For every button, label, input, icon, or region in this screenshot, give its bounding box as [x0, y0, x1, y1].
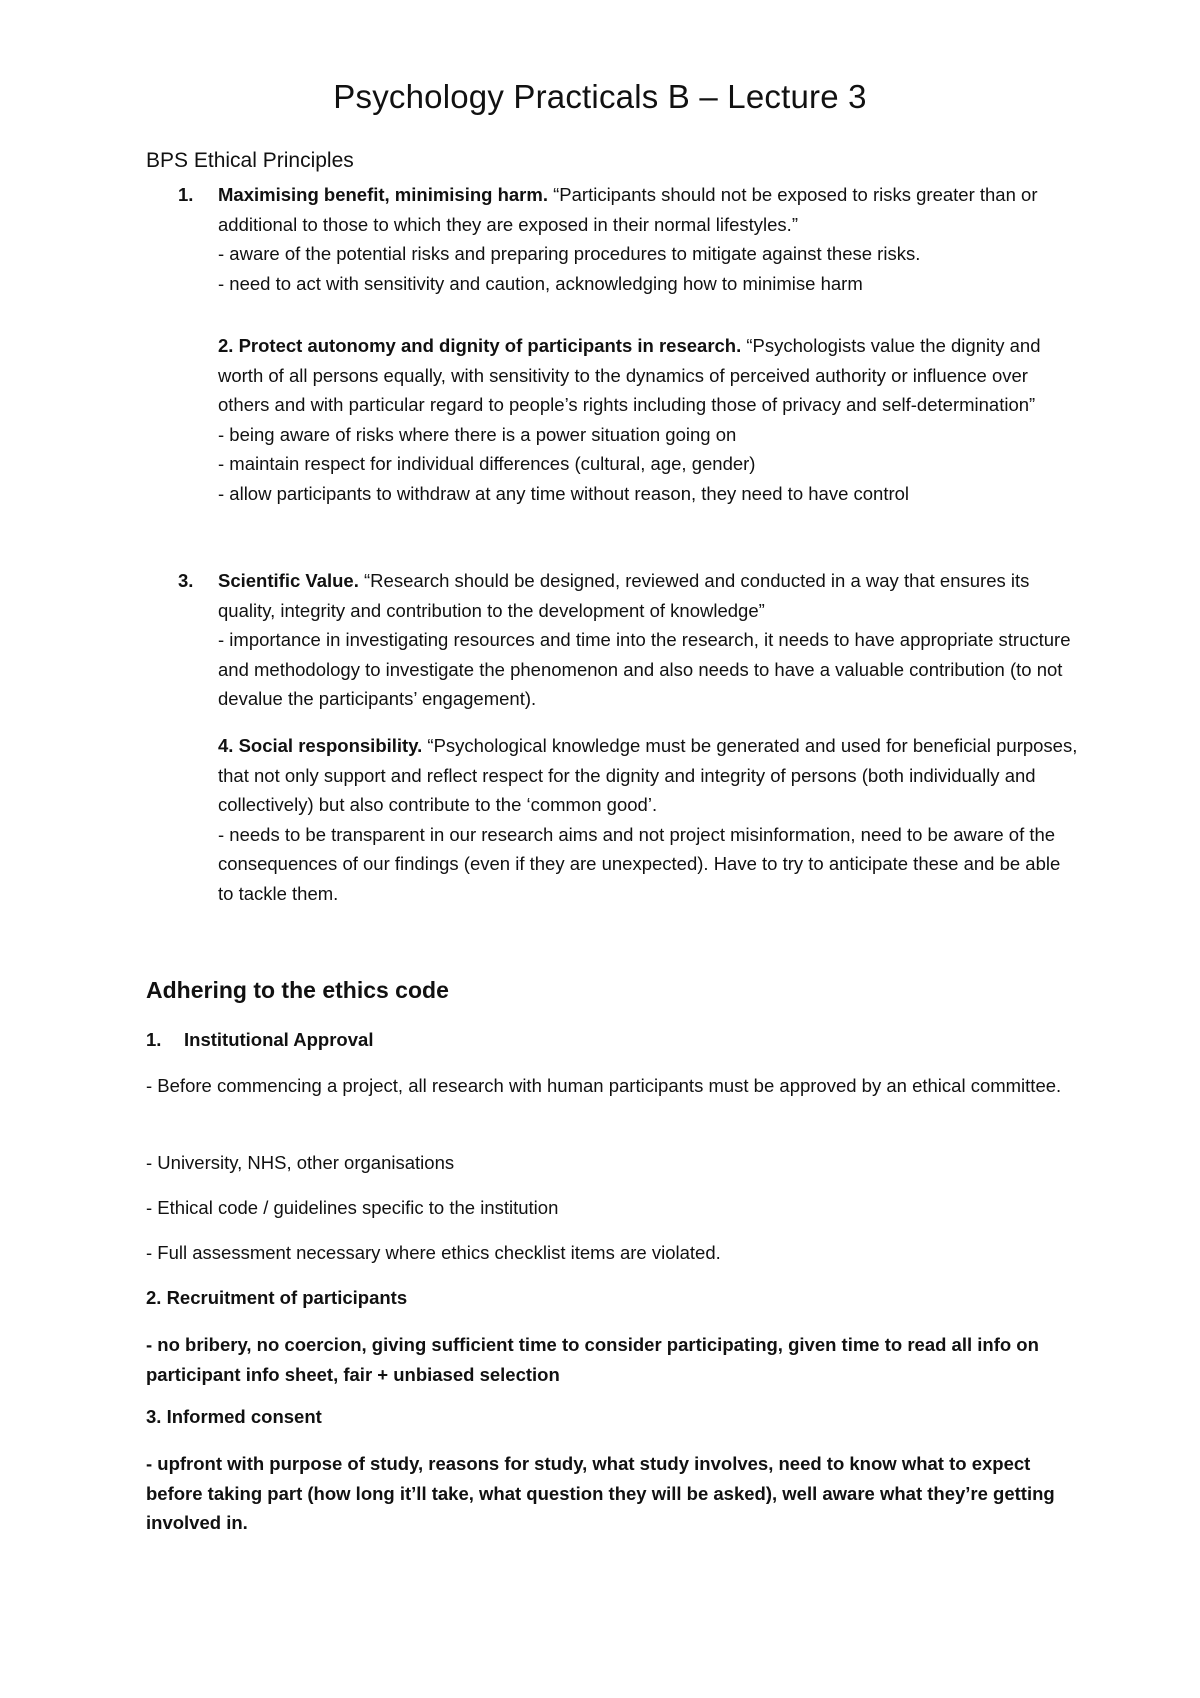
institutional-paragraph: - Full assessment necessary where ethics checklist items are violated. [146, 1242, 721, 1263]
section-subtitle: BPS Ethical Principles [146, 149, 354, 172]
principle-number: 4. [218, 735, 234, 756]
principle-item [178, 180, 1078, 298]
principle-bullet: - allow participants to withdraw at any time without reason, they need to have control [218, 482, 910, 504]
institutional-approval-title: Institutional Approval [184, 1029, 374, 1050]
institutional-paragraph: - University, NHS, other organisations [146, 1152, 455, 1173]
principle-bullet: - need to act with sensitivity and caution, acknowledging how to minimise harm [218, 272, 863, 294]
institutional-paragraph: - Ethical code / guidelines specific to the institution [146, 1197, 559, 1218]
principle-number: 1. [178, 184, 194, 205]
principle-number: 2. [218, 335, 234, 356]
principle-bullet: - maintain respect for individual differences (cultural, age, gender) [218, 453, 756, 474]
informed-consent-text: - upfront with purpose of study, reasons for study, what study involves, need to know what to expect before taking part (how long it’ll take, what question they will be asked), well aware what they’re getting involved in. [146, 1453, 1055, 1533]
principle-item [178, 566, 1078, 714]
institutional-approval-heading [146, 1029, 373, 1051]
informed-consent-heading: 3. Informed consent [146, 1406, 322, 1427]
principle-quote: “Psychological knowledge must be generated and used for beneficial purposes, that not only support and reflect respect for the dignity and integrity of persons (both individually and collectively) but also contribute to the ‘common good’. [218, 735, 1078, 815]
principle-bullet: - aware of the potential risks and preparing procedures to mitigate against these risks. [218, 243, 921, 264]
ethics-code-heading: Adhering to the ethics code [146, 977, 449, 1003]
principle-quote: “Participants should not be exposed to risks greater than or additional to those to which they are exposed in their normal lifestyles.” [218, 184, 1038, 235]
principle-item [218, 331, 1078, 508]
document-title: Psychology Practicals B – Lecture 3 [333, 78, 867, 115]
principle-heading: Social responsibility. [238, 735, 423, 756]
principle-heading: Scientific Value. [218, 570, 359, 591]
institutional-approval-number: 1. [146, 1029, 162, 1050]
principle-bullet: - needs to be transparent in our research aims and not project misinformation, need to be aware of the consequences of our findings (even if they are unexpected). Have to try to anticipate these and be able to tackle them. [218, 823, 1061, 904]
principle-item [218, 731, 1078, 908]
principle-bullet: - importance in investigating resources and time into the research, it needs to have appropriate structure and methodology to investigate the phenomenon and also needs to have a valuable contribution (to not devalue the participants’ engagement). [218, 629, 1071, 709]
recruitment-text: - no bribery, no coercion, giving sufficient time to consider participating, given time to read all info on participant info sheet, fair + unbiased selection [146, 1334, 1039, 1385]
institutional-paragraph: - Before commencing a project, all research with human participants must be approved by an ethical committee. [146, 1075, 1062, 1096]
principle-bullet: - being aware of risks where there is a power situation going on [218, 423, 737, 445]
principle-quote: “Research should be designed, reviewed and conducted in a way that ensures its quality, integrity and contribution to the development of knowledge” [218, 570, 1030, 621]
principle-heading: Maximising benefit, minimising harm. [218, 184, 548, 205]
principle-heading: Protect autonomy and dignity of participants in research. [238, 335, 742, 356]
principle-number: 3. [178, 570, 194, 591]
principle-quote: “Psychologists value the dignity and worth of all persons equally, with sensitivity to the dynamics of perceived authority or influence over others and with particular regard to people’s rights including those of privacy and self-determination” [218, 335, 1041, 415]
recruitment-heading: 2. Recruitment of participants [146, 1287, 408, 1308]
